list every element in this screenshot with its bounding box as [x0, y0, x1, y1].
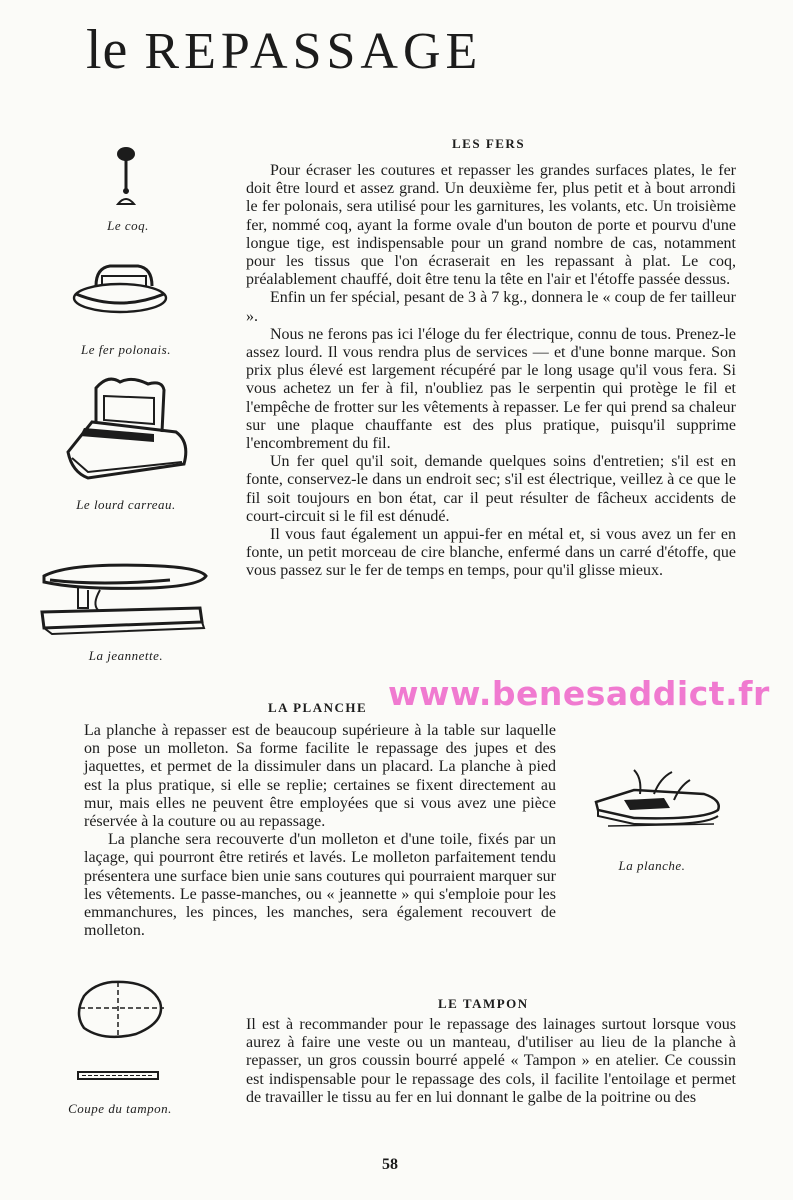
- caption-coq: Le coq.: [107, 218, 149, 233]
- section-title-planche: LA PLANCHE: [268, 700, 368, 715]
- planche-paragraph: La planche sera recouverte d'un molleton et d'une toile, fixés par un laçage, qui pourront être retirés et lavés. Le molleton parfaitement tendu présentera une surface bien unie sans coutures qui pourraient marquer sur les vêtements. Le passe-manches, ou « jeannette » qui s'emploie pour les emmanchures, les pinces, les manches, sera également recouvert de molleton.: [84, 831, 556, 940]
- tampon-illustration: [74, 978, 170, 1086]
- tampon-paragraph: Il est à recommander pour le repassage des lainages surtout lorsque vous aurez à faire une veste ou un manteau, d'utiliser au lieu de la planche à repasser, un gros coussin bourré appelé « Tampon » en atelier. Ce coussin est indispensable pour le repassage des cols, il facilite l'entoilage et permet de travailler le tissu au fer en lui donnant le galbe de la poitrine ou des: [246, 1016, 736, 1106]
- page-title: [86, 14, 482, 83]
- caption-polonais: Le fer polonais.: [81, 342, 171, 357]
- planche-illustration: [594, 764, 724, 836]
- title-article: le: [86, 19, 129, 81]
- fers-paragraph: Nous ne ferons pas ici l'éloge du fer électrique, connu de tous. Prenez-le assez lourd. Il vous rendra plus de services — et d'une bonne marque. Son prix plus élevé est largement récupéré par le long usage qu'il vous fera. Si vous achetez un fer à fil, n'oubliez pas le serpentin qui protège le fil et l'empêche de frotter sur les vêtements à repasser. Le fer qui prend sa chaleur sur une plaque chauffante est des plus pratique, puisqu'il supprime l'encombrement du fil.: [246, 325, 736, 453]
- fers-paragraph: Pour écraser les coutures et repasser les grandes surfaces plates, le fer doit être lourd et assez grand. Un deuxième fer, plus petit et à bout arrondi le fer polonais, sera utilisé pour les garnitures, les volants, etc. Un troisième fer, nommé coq, ayant la forme ovale d'un bouton de porte et pourvu d'une longue tige, est indispensable pour un grand nombre de cas, notamment pour les tissus que l'on écraserait en les repassant à plat. Le coq, préalablement chauffé, doit être tenu la tête en l'air et l'étoffe passée dessus.: [246, 162, 736, 289]
- section-title-tampon: LE TAMPON: [438, 996, 529, 1011]
- section-text-tampon: [246, 1016, 736, 1107]
- section-title-fers: LES FERS: [452, 136, 526, 151]
- planche-paragraph: La planche à repasser est de beaucoup supérieure à la table sur laquelle on pose un molleton. Sa forme facilite le repassage des jupes et des jaquettes, et permet de la dissimuler dans un placard. La planche à pied est la plus pratique, si elle se replie; certaines se fixent directement au mur, mais elles ne peuvent être employées que si vous avez une pièce réservée à la couture ou au repassage.: [84, 722, 556, 831]
- carreau-iron-illustration: [58, 372, 190, 484]
- caption-tampon: Coupe du tampon.: [68, 1101, 172, 1116]
- fers-paragraph: Il vous faut également un appui-fer en métal et, si vous avez un fer en fonte, un petit morceau de cire blanche, enfermé dans un carré d'étoffe, que vous passez sur le fer de temps en temps, pour qu'il glisse mieux.: [246, 526, 736, 580]
- caption-carreau: Le lourd carreau.: [76, 497, 176, 512]
- page-number: 58: [382, 1156, 398, 1173]
- fers-paragraph: Enfin un fer spécial, pesant de 3 à 7 kg., donnera le « coup de fer tailleur ».: [246, 289, 736, 325]
- section-text-fers: [246, 162, 736, 581]
- polonais-iron-illustration: [68, 262, 168, 314]
- caption-planche: La planche.: [618, 858, 686, 873]
- coq-iron-illustration: [108, 142, 148, 208]
- fers-paragraph: Un fer quel qu'il soit, demande quelques soins d'entretien; s'il est en fonte, conservez-le dans un endroit sec; s'il est électrique, veillez à ce que le fil soit toujours en bon état, car il peut résulter de fâcheux accidents de court-circuit si le fil est dénudé.: [246, 453, 736, 525]
- watermark-url: www.benesaddict.fr: [388, 674, 770, 713]
- title-main: REPASSAGE: [144, 23, 483, 80]
- jeannette-illustration: [40, 562, 208, 642]
- caption-jeannette: La jeannette.: [88, 648, 164, 663]
- section-text-planche: [84, 722, 556, 940]
